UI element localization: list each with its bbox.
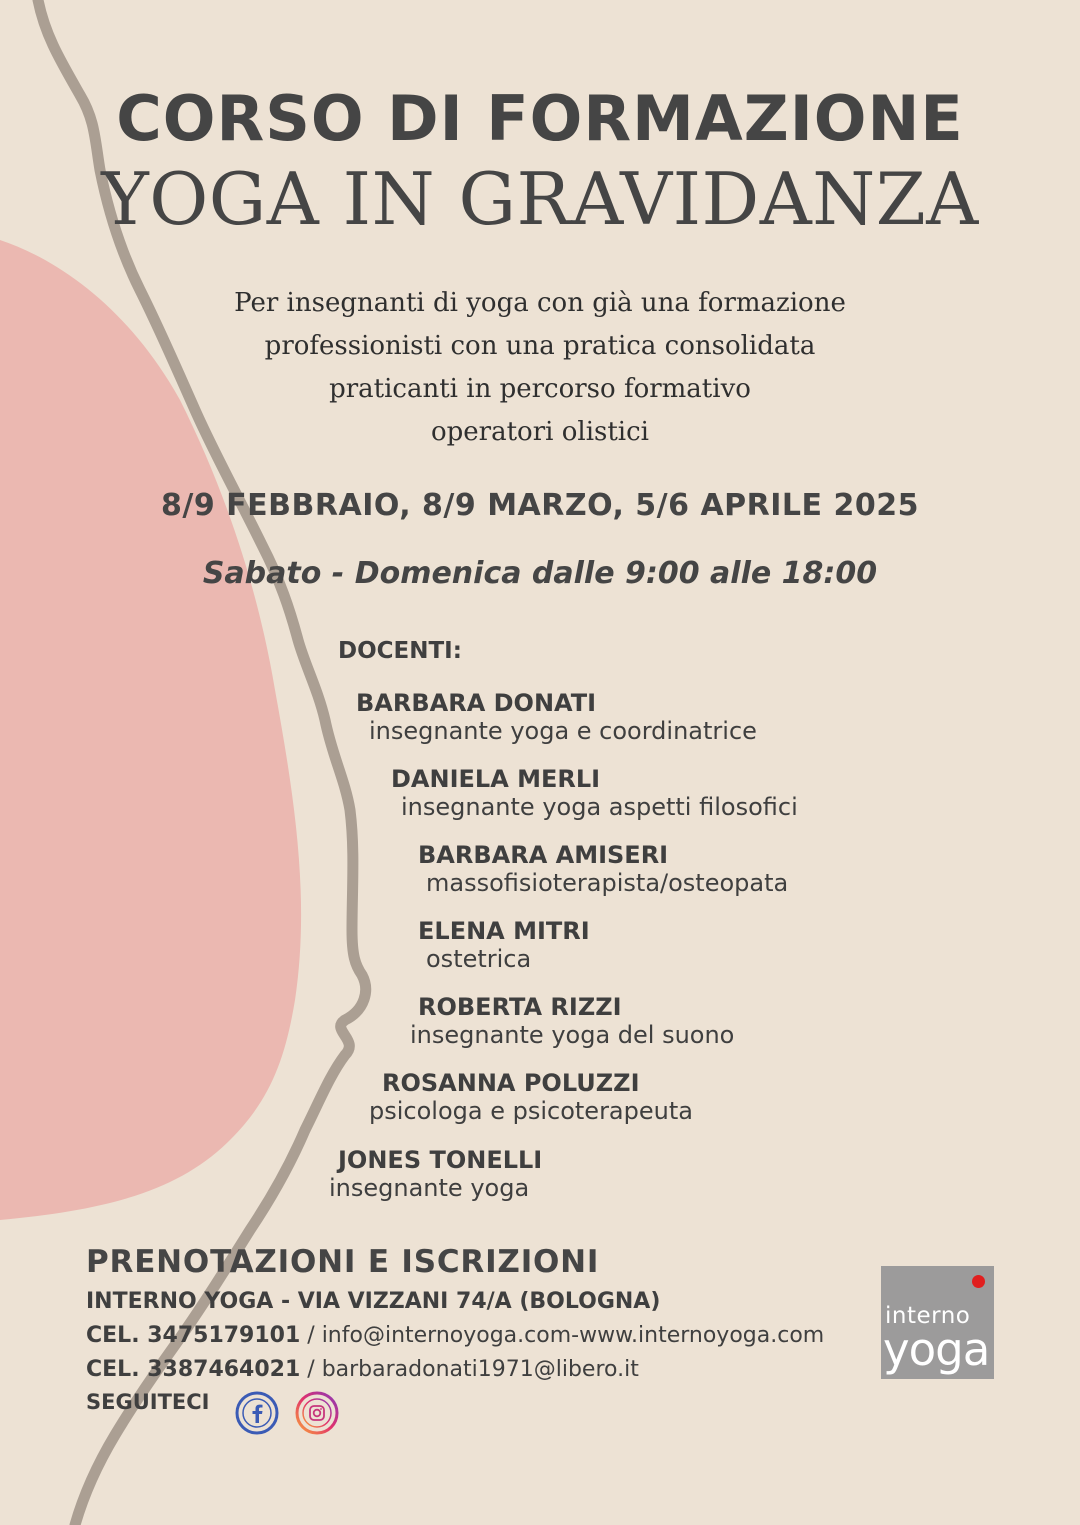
audience-list: [0, 282, 1080, 454]
contact-line-1: [86, 1323, 824, 1348]
audience-line: praticanti in percorso formativo: [329, 374, 751, 404]
course-title: CORSO DI FORMAZIONE: [116, 82, 964, 155]
instagram-icon[interactable]: [294, 1390, 340, 1436]
teacher-name: DANIELA MERLI: [391, 765, 601, 793]
teacher-name: ROSANNA POLUZZI: [382, 1069, 640, 1097]
teacher-name: JONES TONELLI: [338, 1146, 543, 1174]
phone-number[interactable]: CEL. 3475179101: [86, 1323, 301, 1348]
audience-line: professionisti con una pratica consolidata: [264, 331, 816, 361]
teacher-entry: [410, 993, 735, 1049]
teacher-entry: [369, 1069, 693, 1125]
teacher-role: psicologa e psicoterapeuta: [369, 1097, 693, 1125]
teacher-entry: [356, 689, 757, 745]
teachers-heading: DOCENTI:: [338, 638, 462, 664]
contact-email[interactable]: / barbaradonati1971@libero.it: [300, 1357, 639, 1382]
course-dates: 8/9 FEBBRAIO, 8/9 MARZO, 5/6 APRILE 2025: [161, 488, 919, 523]
logo-text-top: interno: [885, 1303, 971, 1329]
booking-title: PRENOTAZIONI E ISCRIZIONI: [86, 1244, 600, 1280]
teacher-entry: [418, 841, 788, 897]
teacher-role: insegnante yoga: [329, 1174, 530, 1202]
logo-text-bottom: yoga: [883, 1323, 990, 1376]
contact-email-web[interactable]: / info@internoyoga.com-www.internoyoga.com: [300, 1323, 825, 1348]
follow-label: SEGUITECI: [86, 1390, 210, 1414]
audience-line: Per insegnanti di yoga con già una formazione: [234, 288, 846, 318]
course-schedule: Sabato - Domenica dalle 9:00 alle 18:00: [202, 556, 878, 591]
teacher-role: insegnante yoga aspetti filosofici: [401, 793, 798, 821]
teacher-role: massofisioterapista/osteopata: [426, 869, 789, 897]
teacher-name: BARBARA DONATI: [356, 689, 597, 717]
teacher-name: BARBARA AMISERI: [418, 841, 669, 869]
teacher-role: ostetrica: [426, 945, 532, 973]
facebook-icon[interactable]: [234, 1390, 280, 1436]
course-subtitle: YOGA IN GRAVIDANZA: [101, 157, 979, 241]
teacher-role: insegnante yoga e coordinatrice: [369, 717, 757, 745]
teacher-role: insegnante yoga del suono: [410, 1021, 735, 1049]
teacher-name: ROBERTA RIZZI: [418, 993, 622, 1021]
teacher-entry: [329, 1146, 543, 1202]
address-text: INTERNO YOGA - VIA VIZZANI 74/A (BOLOGNA): [86, 1289, 661, 1314]
teacher-name: ELENA MITRI: [418, 917, 590, 945]
booking-address: [86, 1289, 660, 1314]
logo-dot: [972, 1275, 985, 1288]
teacher-entry: [391, 765, 798, 821]
contact-line-2: [86, 1357, 639, 1382]
interno-yoga-logo: [881, 1266, 994, 1379]
audience-line: operatori olistici: [431, 417, 649, 447]
phone-number[interactable]: CEL. 3387464021: [86, 1357, 301, 1382]
teacher-entry: [418, 917, 590, 973]
